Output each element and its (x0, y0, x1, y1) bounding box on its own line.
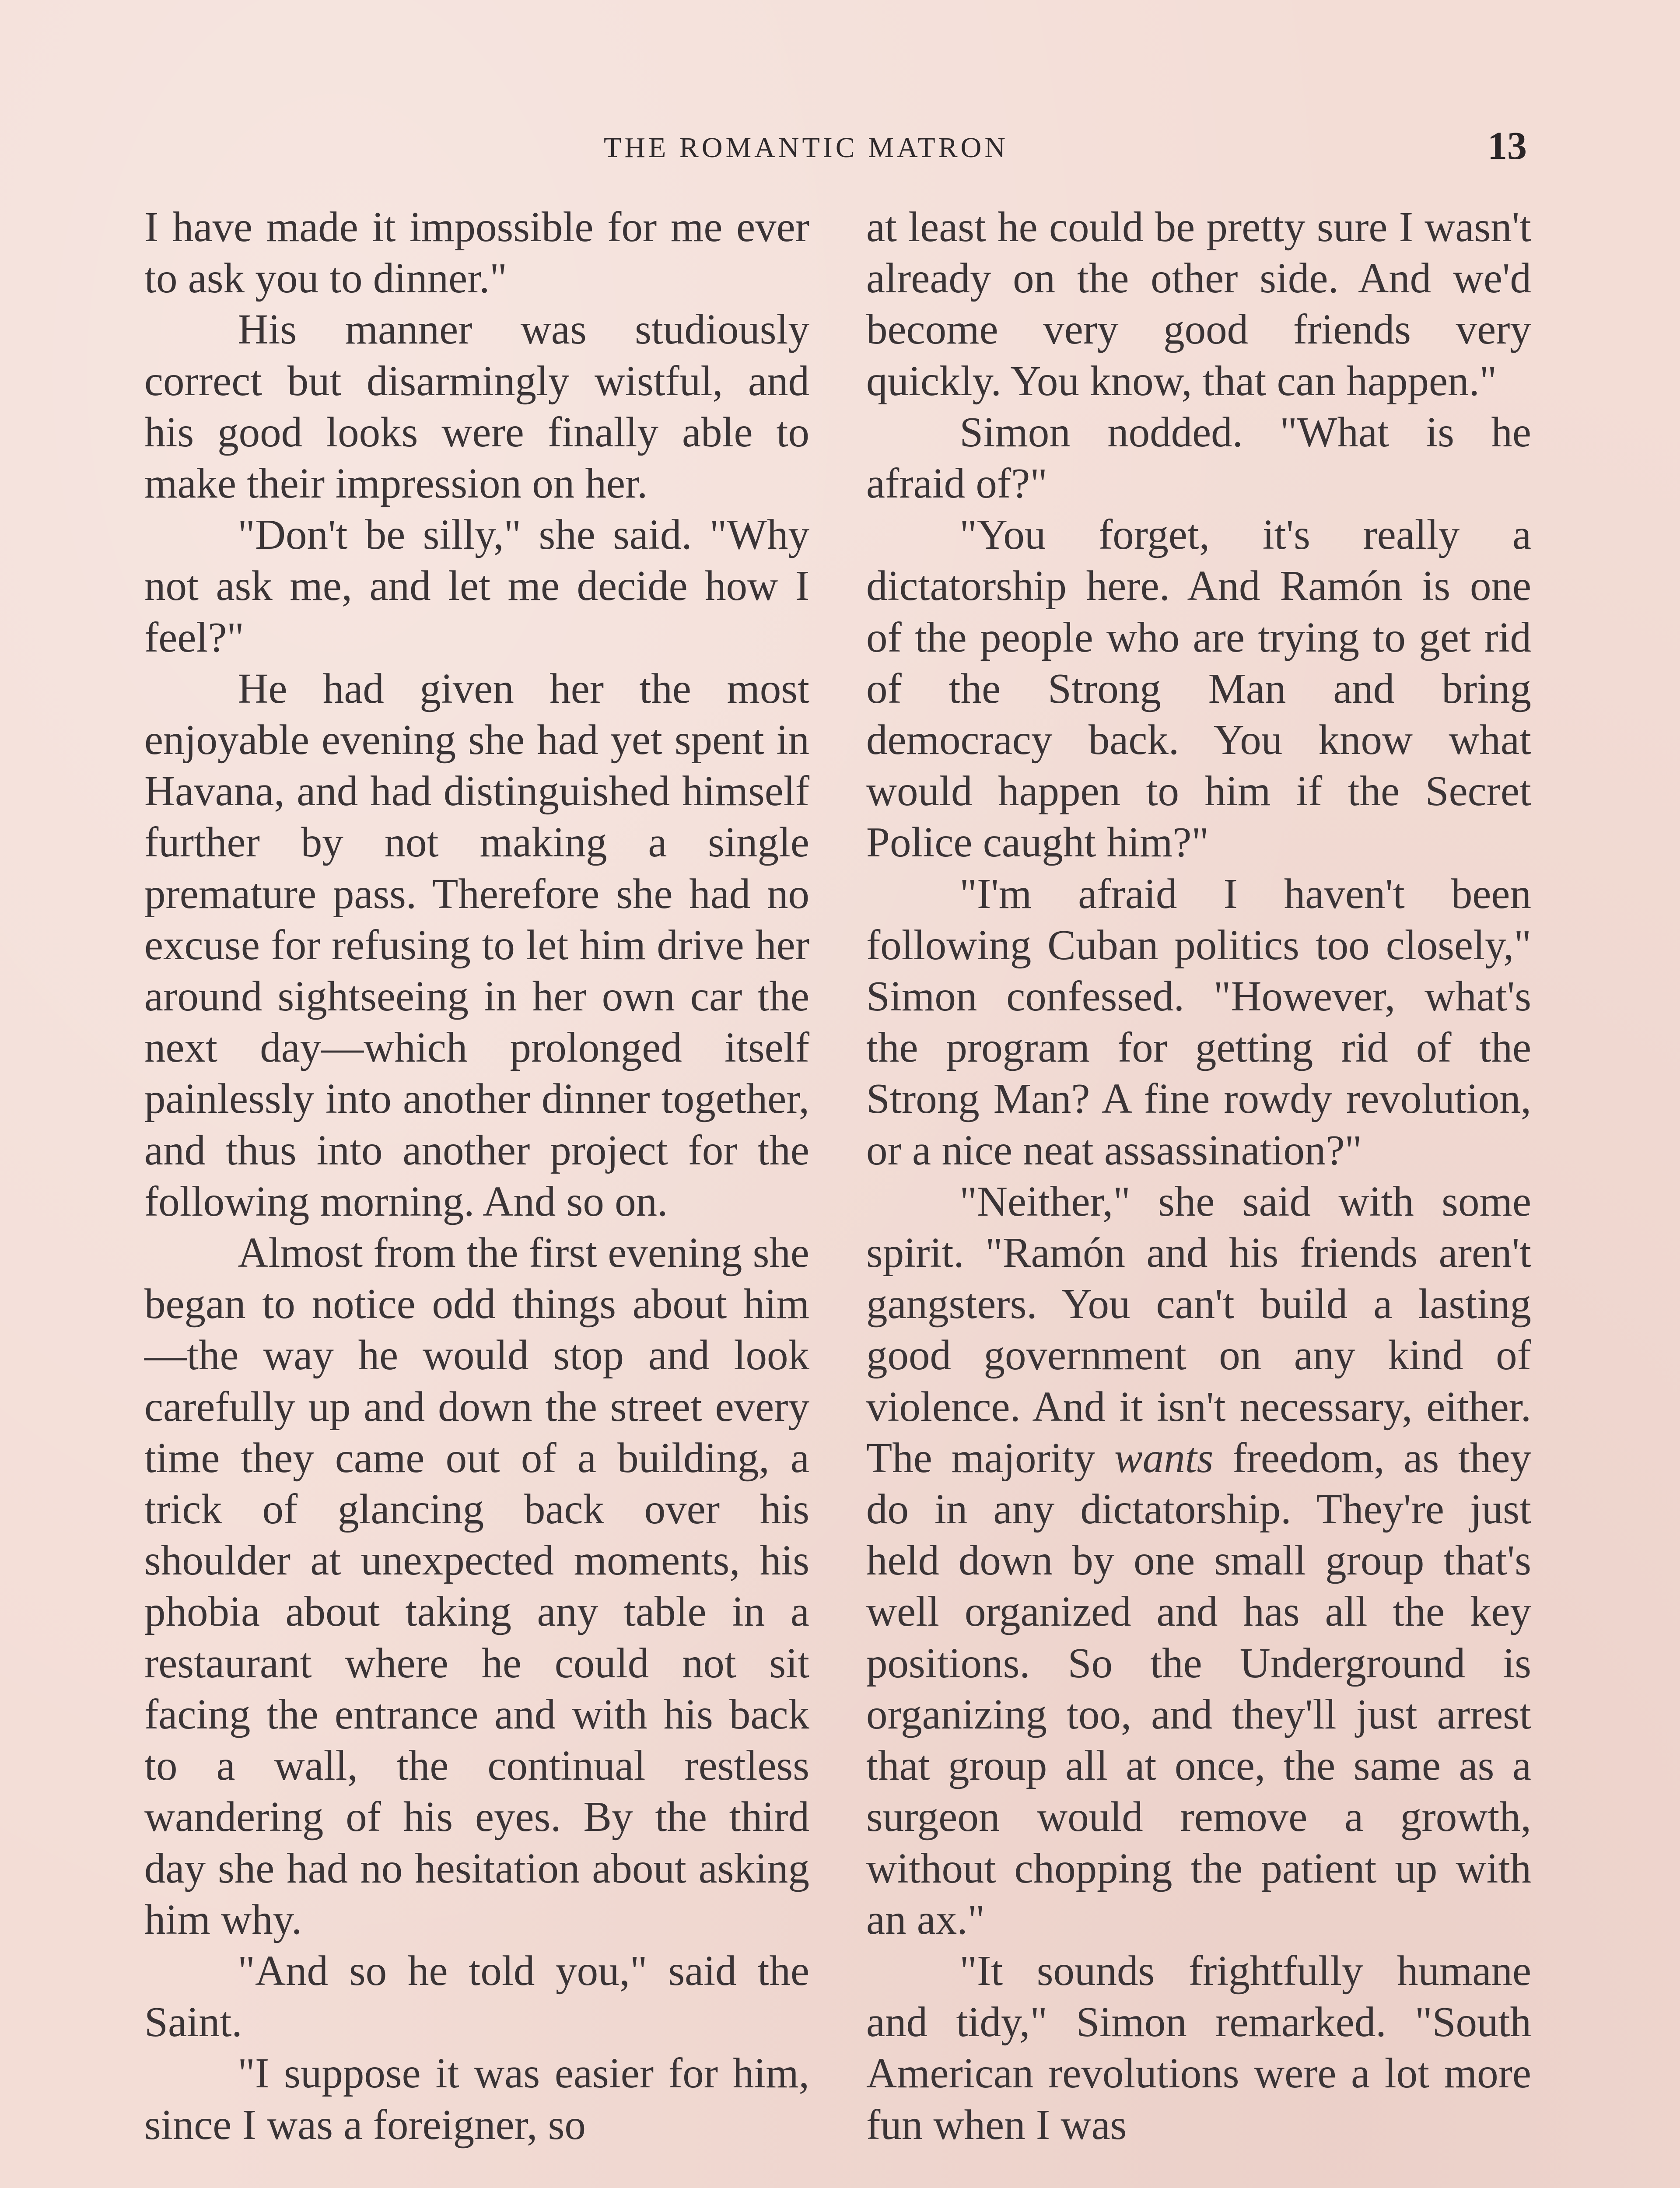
paragraph: "You forget, it's really a dictatorship here. And Ramón is one of the people who are trying to get rid of the Strong Man and bring democracy back. You know what would happen to him if the Secret Police caught him?" (866, 511, 1531, 866)
paragraph: He had given her the most enjoyable evening she had yet spent in Havana, and had distinguished himself further by not making a single premature pass. Therefore she had no excuse for refusing to let him drive her around sightseeing in her own car the next day—which prolonged itself painlessly into another dinner together, and thus into another project for the following morning. And so on. (144, 665, 809, 1225)
paragraph: at least he could be pretty sure I wasn't already on the other side. And we'd become very good friends very quickly. You know, that can happen." (866, 203, 1531, 404)
right-text-column (866, 201, 1531, 2150)
paragraph: "I suppose it was easier for him, since I was a foreigner, so (144, 2050, 809, 2148)
text-run: "Neither," she said with some spirit. "Ramón and his friends aren't gangsters. You can't build a lasting good government on any kind of violence. And it isn't necessary, either. The majority (866, 1178, 1531, 1481)
left-text-column (144, 201, 809, 2150)
paragraph: Simon nodded. "What is he afraid of?" (866, 408, 1531, 507)
paragraph: "It sounds frightfully humane and tidy," Simon remarked. "South American revolutions were a lot more fun when I was (866, 1947, 1531, 2148)
text-run: freedom, as they do in any dictatorship. They're just held down by one small group that's well organized and has all the key positions. So the Underground is organizing too, and they'll just arrest that group all at once, the same as a surgeon would remove a growth, without chopping the patient up with an ax." (866, 1434, 1531, 1943)
paragraph: I have made it impossible for me ever to ask you to dinner." (144, 203, 809, 302)
paragraph: "I'm afraid I haven't been following Cuban politics too closely," Simon confessed. "However, what's the program for getting rid of the Strong Man? A fine rowdy revolution, or a nice neat assassination?" (866, 870, 1531, 1174)
paragraph: "Don't be silly," she said. "Why not ask me, and let me decide how I feel?" (144, 511, 809, 661)
paragraph: Almost from the first evening she began to notice odd things about him—the way he would stop and look carefully up and down the street every time they came out of a building, a trick of glancing back over his shoulder at unexpected moments, his phobia about taking any table in a restaurant where he could not sit facing the entrance and with his back to a wall, the continual restless wandering of his eyes. By the third day she had no hesitation about asking him why. (144, 1229, 809, 1943)
emphasized-word: wants (1114, 1434, 1214, 1481)
page-number: 13 (1488, 124, 1527, 168)
running-title: THE ROMANTIC MATRON (604, 132, 1008, 164)
paragraph: "And so he told you," said the Saint. (144, 1947, 809, 2046)
paragraph (866, 1176, 1531, 1945)
paragraph: His manner was studiously correct but disarmingly wistful, and his good looks were finally able to make their impression on her. (144, 306, 809, 507)
